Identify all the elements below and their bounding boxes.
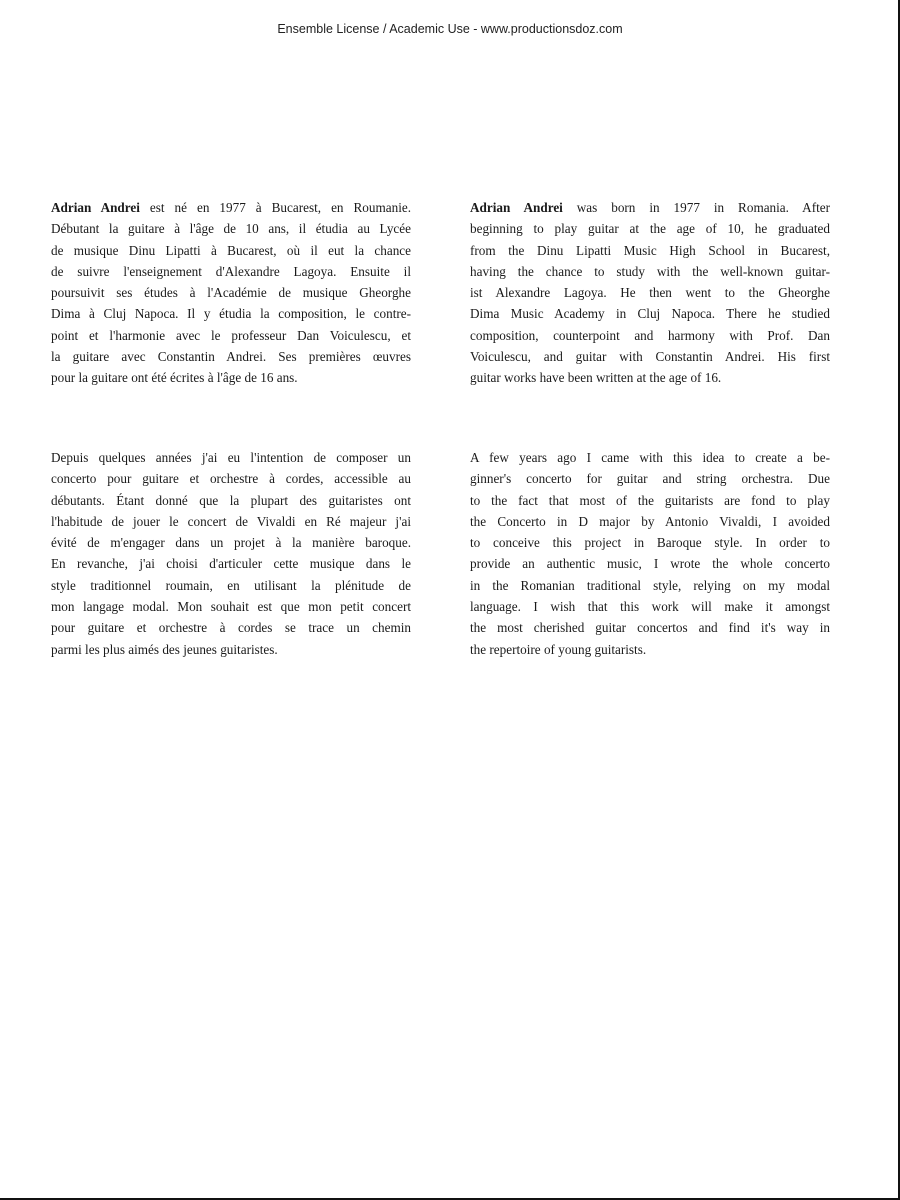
composer-name: Adrian Andrei [51,200,140,215]
intro-fr-line: parmi les plus aimés des jeunes guitaristes. [51,641,278,657]
bio-fr-line-1: Adrian Andrei est né en 1977 à Bucarest, en Roumanie. [51,200,412,215]
bio-fr-line: de suivre l'enseignement d'Alexandre Lagoya. Ensuite il [51,263,411,279]
biography-french [51,197,411,389]
intro-en-line: to conceive this project in Baroque style. In order to [470,535,830,551]
bio-fr-line: point et l'harmonie avec le professeur Dan Voiculescu, et [51,327,411,343]
bio-en-line-1: Adrian Andrei was born in 1977 in Romania. After [470,200,830,215]
bio-en-line: guitar works have been written at the age of 16. [470,370,722,386]
bio-en-line: Dima Music Academy in Cluj Napoca. There he studied [470,306,830,322]
composer-name: Adrian Andrei [470,200,563,215]
intro-en-line: ginner's concerto for guitar and string orchestra. Due [470,471,830,487]
bio-en-line: Voiculescu, and guitar with Constantin Andrei. His first [470,349,830,365]
bio-fr-line: poursuivit ses études à l'Académie de musique Gheorghe [51,285,411,301]
intro-fr-line: pour guitare et orchestre à cordes se trace un chemin [51,620,411,636]
bio-fr-line: Débutant la guitare à l'âge de 10 ans, il étudia au Lycée [51,221,411,237]
intro-fr-line: évité de m'engager dans un projet à la manière baroque. [51,535,411,551]
intro-en-line: in the Romanian traditional style, relying on my modal [470,577,830,593]
intro-fr-line: En revanche, j'ai choisi d'articuler cette musique dans le [51,556,411,572]
introduction-english [470,447,830,660]
bio-en-line: having the chance to study with the well-known guitar- [470,263,830,279]
intro-en-line: the Concerto in D major by Antonio Vivaldi, I avoided [470,513,830,529]
intro-fr-line: l'habitude de jouer le concert de Vivaldi en Ré majeur j'ai [51,513,411,529]
bio-en-line: ist Alexandre Lagoya. He then went to the Gheorghe [470,285,830,301]
bio-en-line: beginning to play guitar at the age of 10, he graduated [470,221,830,237]
intro-en-line: language. I wish that this work will make it amongst [470,599,830,615]
bio-fr-line: pour la guitare ont été écrites à l'âge de 16 ans. [51,370,298,386]
intro-en-line: to the fact that most of the guitarists are fond to play [470,492,830,508]
license-header: Ensemble License / Academic Use - www.productionsdoz.com [277,22,623,36]
intro-en-line: the repertoire of young guitarists. [470,641,647,657]
bio-fr-line: de musique Dinu Lipatti à Bucarest, où il eut la chance [51,242,411,258]
intro-en-line: A few years ago I came with this idea to create a be- [470,450,830,465]
bio-fr-line: la guitare avec Constantin Andrei. Ses premières œuvres [51,349,411,365]
bio-fr-line: Dima à Cluj Napoca. Il y étudia la composition, le contre- [51,306,411,322]
bio-en-line: from the Dinu Lipatti Music High School in Bucarest, [470,242,830,258]
intro-en-line: the most cherished guitar concertos and find it's way in [470,620,830,636]
intro-fr-line: débutants. Étant donné que la plupart des guitaristes ont [51,492,411,508]
introduction-french [51,447,411,660]
intro-en-line: provide an authentic music, I wrote the whole concerto [470,556,830,572]
intro-fr-line: mon langage modal. Mon souhait est que mon petit concert [51,599,411,615]
intro-fr-line: style traditionnel roumain, en utilisant la plénitude de [51,577,411,593]
intro-fr-line: Depuis quelques années j'ai eu l'intention de composer un [51,450,411,465]
biography-english [470,197,830,389]
intro-fr-line: concerto pour guitare et orchestre à cordes, accessible au [51,471,411,487]
bio-en-line: composition, counterpoint and harmony with Prof. Dan [470,327,830,343]
